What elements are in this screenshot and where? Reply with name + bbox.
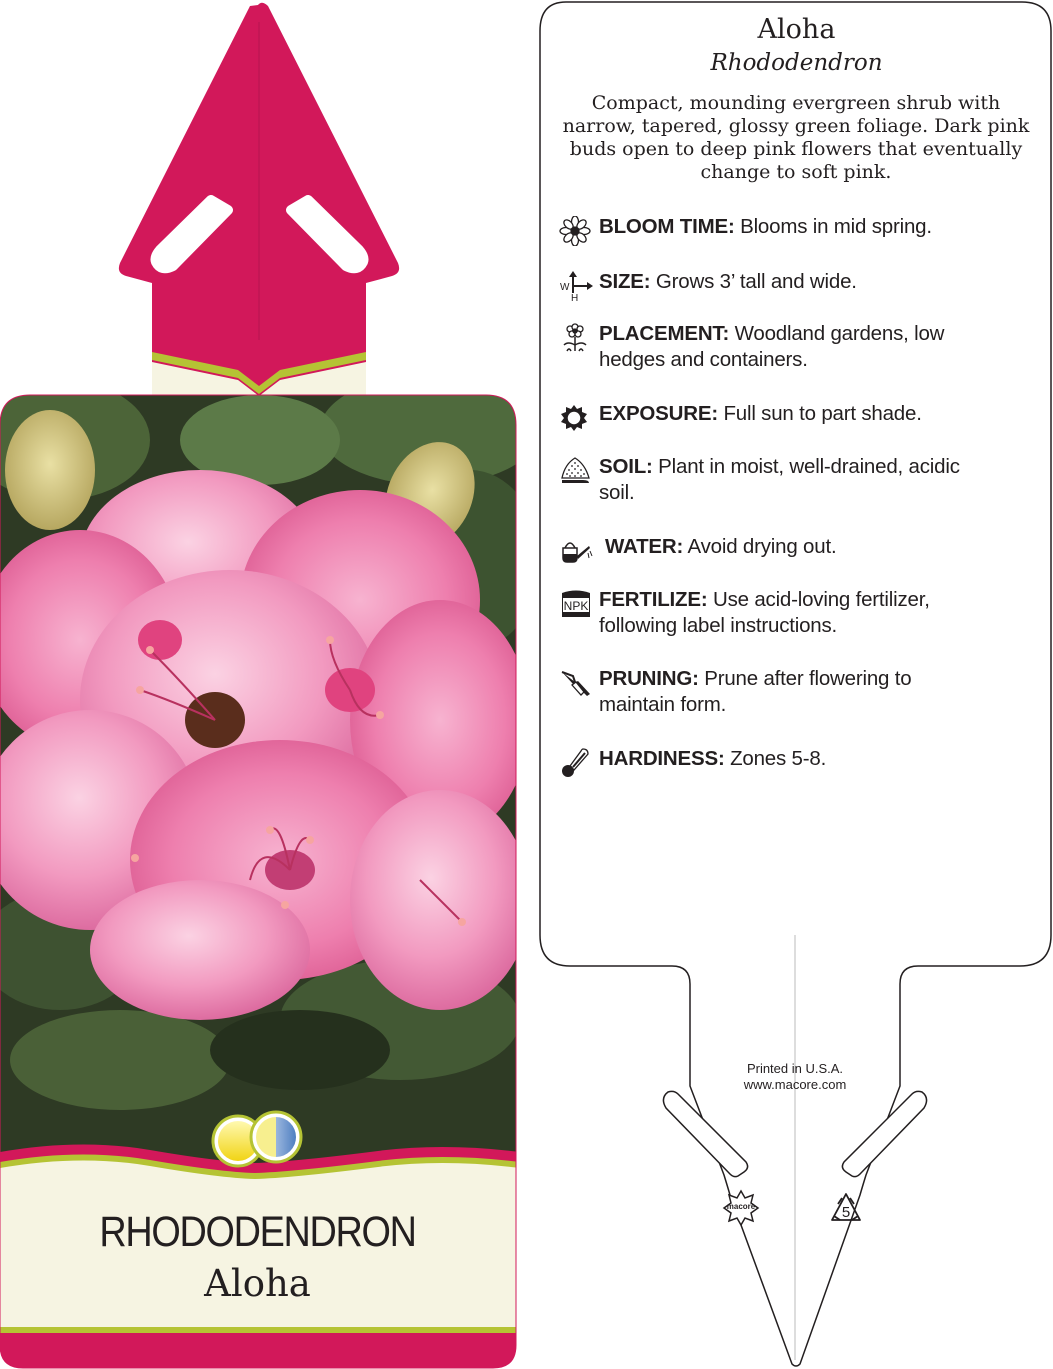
- npk-text: NPK: [563, 599, 589, 613]
- attr-label: FERTILIZE:: [599, 588, 708, 611]
- attr-label: BLOOM TIME:: [599, 215, 735, 238]
- attr-label: PRUNING:: [599, 667, 699, 690]
- attr-label: SIZE:: [599, 270, 651, 293]
- printed-in: Printed in U.S.A.: [746, 1061, 844, 1076]
- attr-label: HARDINESS:: [599, 747, 725, 770]
- sun-icon: [559, 403, 593, 433]
- recycle-number: 5: [841, 1204, 851, 1221]
- attr-value: Blooms in mid spring.: [734, 215, 932, 238]
- attr-value-cont: soil.: [599, 481, 635, 504]
- fertilizer-bag-icon: [559, 589, 593, 619]
- attr-value: Plant in moist, well-drained, acidic: [652, 455, 960, 478]
- attr-value: Woodland gardens, low: [729, 322, 945, 345]
- soil-icon: [559, 456, 593, 486]
- front-subtitle: Aloha: [204, 1262, 311, 1305]
- attr-value-cont: hedges and containers.: [599, 348, 808, 371]
- size-arrows-icon: [559, 271, 593, 301]
- attr-value: Use acid-loving fertilizer,: [707, 588, 930, 611]
- front-title: RHODODENDRON: [99, 1208, 416, 1256]
- watering-can-icon: [559, 536, 593, 566]
- sun-exposure-icon: [213, 1112, 301, 1166]
- attr-value-cont: following label instructions.: [599, 614, 838, 637]
- attr-label: WATER:: [605, 535, 684, 558]
- size-icon-h: H: [571, 293, 579, 301]
- macore-logo-text: macore: [726, 1202, 756, 1211]
- attr-value: Zones 5-8.: [724, 747, 827, 770]
- placement-plants-icon: [559, 323, 593, 353]
- size-icon-w: W: [560, 282, 570, 293]
- attr-label: PLACEMENT:: [599, 322, 730, 345]
- front-tag: [0, 0, 520, 1369]
- flower-icon: [559, 216, 593, 246]
- plant-name: Aloha: [757, 14, 836, 45]
- plant-description: Compact, mounding evergreen shrub with narrow, tapered, glossy green foliage. Dark pink buds open to deep pink flowers that eventually change to soft pink.: [562, 92, 1030, 183]
- plant-genus: Rhododendron: [710, 50, 883, 76]
- attr-value: Full sun to part shade.: [717, 402, 922, 425]
- attr-value: Avoid drying out.: [683, 535, 837, 558]
- attr-value-cont: maintain form.: [599, 693, 727, 716]
- attr-value: Prune after flowering to: [698, 667, 912, 690]
- printed-info: [700, 1061, 890, 1093]
- thermometer-icon: [559, 748, 593, 778]
- front-tag-shape: [0, 0, 520, 1369]
- attr-label: EXPOSURE:: [599, 402, 718, 425]
- pruning-shears-icon: [559, 668, 593, 698]
- attr-label: SOIL:: [599, 455, 653, 478]
- website: www.macore.com: [743, 1077, 847, 1092]
- attr-value: Grows 3’ tall and wide.: [650, 270, 857, 293]
